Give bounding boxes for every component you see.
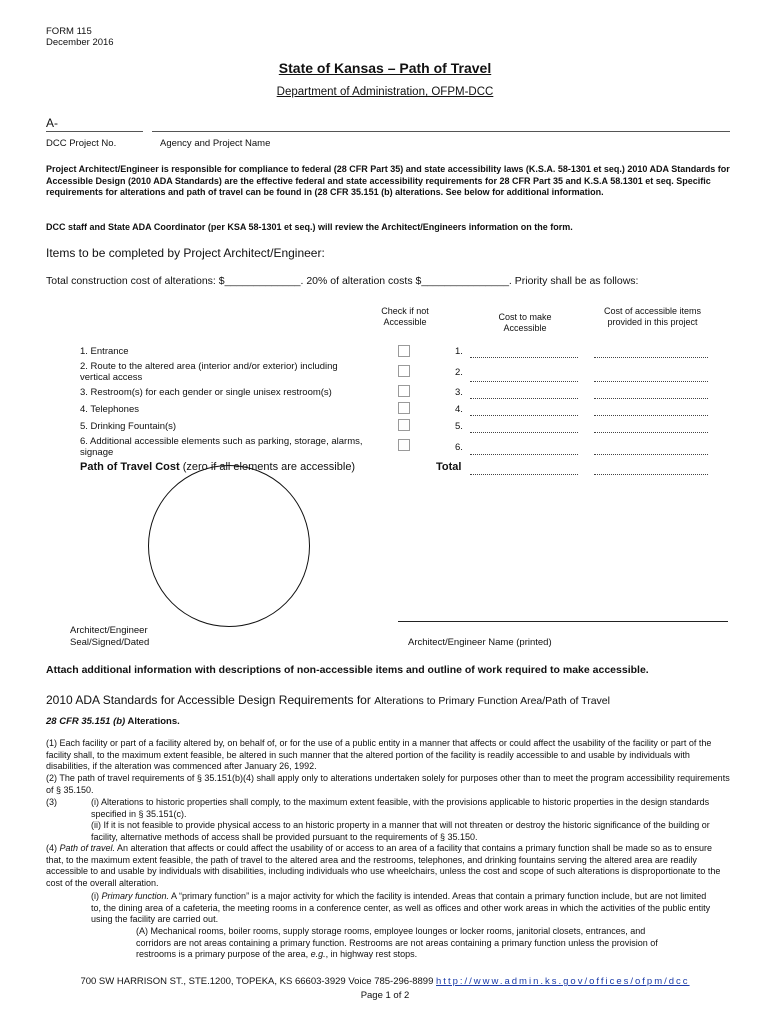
checkbox-restrooms[interactable] <box>398 385 410 397</box>
agency-line <box>152 131 730 132</box>
provided-field-entrance[interactable] <box>594 357 708 358</box>
provided-field-route[interactable] <box>594 381 708 382</box>
checkbox-route[interactable] <box>398 365 410 377</box>
total-label: Total <box>436 461 462 473</box>
item-telephones: 4. Telephones <box>80 404 139 415</box>
seal-label-line2: Seal/Signed/Dated <box>70 637 150 648</box>
p4-A-pre: (A) Mechanical rooms, boiler rooms, supply storage rooms, employee lounges or locker rooms, janitorial closets, entrances, and corridors are not areas containing a primary function. Restrooms are not areas containing a primary function unless the provision of restrooms is a primary purpose of the area, <box>136 926 658 959</box>
col-cost-header: Cost to make Accessible <box>498 312 552 333</box>
cfr-heading <box>46 716 180 727</box>
seal-circle <box>148 465 310 627</box>
project-no-line <box>46 131 143 132</box>
standards-heading-tail: Alterations to Primary Function Area/Path of Travel <box>374 695 610 707</box>
p4-A-eg: e.g. <box>310 949 326 959</box>
footer-url-link[interactable]: http://www.admin.ks.gov/offices/ofpm/dcc <box>436 976 690 987</box>
page-number: Page 1 of 2 <box>360 990 410 1001</box>
checkbox-entrance[interactable] <box>398 345 410 357</box>
checkbox-additional-elements[interactable] <box>398 439 410 451</box>
checkbox-drinking-fountains[interactable] <box>398 419 410 431</box>
item-number: 5. <box>455 421 463 432</box>
cost-line: Total construction cost of alterations: $_____________. 20% of alteration costs $_______________. Priority shall be as follows: <box>46 275 639 287</box>
checkbox-telephones[interactable] <box>398 402 410 414</box>
architect-name-label: Architect/Engineer Name (printed) <box>408 637 552 648</box>
cfr-italic: 28 CFR 35.151 (b) <box>46 716 126 727</box>
standards-paragraph-4 <box>46 843 730 889</box>
standards-paragraph-1: (1) Each facility or part of a facility altered by, on behalf of, or for the use of a public entity in a manner that affects or could affect the usability of the facility or part of the facility shall, to the maximum extent feasible, be altered in such manner that the altered portion of the facility is readily accessible to and usable by individuals with disabilities, if the alteration was commenced after January 26, 1992. <box>46 738 712 771</box>
cost-field-drinking-fountains[interactable] <box>470 432 578 433</box>
attach-note: Attach additional information with descriptions of non-accessible items and outline of work required to make accessible. <box>46 664 649 676</box>
standards-heading-main: 2010 ADA Standards for Accessible Design Requirements for <box>46 693 375 707</box>
item-restrooms: 3. Restroom(s) for each gender or single unisex restroom(s) <box>80 387 332 398</box>
p4-label: (4) <box>46 843 60 853</box>
p4-i-label: (i) <box>91 891 102 901</box>
standards-heading <box>46 691 610 709</box>
col-provided-header: Cost of accessible items provided in this project <box>603 306 702 327</box>
standards-paragraph-3-label: (3) <box>46 797 57 807</box>
item-number: 1. <box>455 346 463 357</box>
cost-field-entrance[interactable] <box>470 357 578 358</box>
form-date: December 2016 <box>46 37 114 48</box>
p4-i-text: A “primary function” is a major activity for which the facility is intended. Areas that contain a primary function include, but are not limited to, the dining area of a cafeteria, the meeting rooms in a conference center, as well as offices and other work areas in which the activities of the public entity using the facility are carried out. <box>91 891 711 924</box>
footer-address <box>0 976 770 987</box>
total-provided-field[interactable] <box>594 474 708 475</box>
intro-paragraph: Project Architect/Engineer is responsible for compliance to federal (28 CFR Part 35) and state accessibility laws (K.S.A. 58-1301 et seq.) 2010 ADA Standards for Accessible Design (2010 ADA Standards) are the effective federal and state accessibility requirements for 28 CFR Part 35 and K.S.A 58.1301 et seq. Specific requirements for alterations and path of travel can be found in (28 CFR 35.151 (b) alterations. See below for additional information. <box>46 164 730 197</box>
p4-text: An alteration that affects or could affect the usability of or access to an area of a facility that contains a primary function shall be made so as to ensure that, to the maximum extent feasible, the path of travel to the altered area and the restrooms, telephones, and drinking fountains serving the altered area are readily accessible to and usable by individuals with disabilities, including individuals who use wheelchairs, unless the cost and scope of such alterations is disproportionate to the cost of the overall alteration. <box>46 843 721 888</box>
review-note: DCC staff and State ADA Coordinator (per KSA 58-1301 et seq.) will review the Architect/Engineers information on the form. <box>46 222 573 232</box>
provided-field-restrooms[interactable] <box>594 398 708 399</box>
standards-paragraph-4-A <box>136 926 676 961</box>
item-route: 2. Route to the altered area (interior and/or exterior) including vertical access <box>80 361 338 383</box>
cost-field-restrooms[interactable] <box>470 398 578 399</box>
cost-field-additional-elements[interactable] <box>470 454 578 455</box>
standards-paragraph-3-ii: (ii) If it is not feasible to provide physical access to an historic property in a manner that will not threaten or destroy the historic significance of the building or facility, alternative methods of access shall be provided pursuant to the requirements of § 35.150. <box>91 820 710 842</box>
cfr-tail: Alterations. <box>125 716 180 727</box>
form-number: FORM 115 <box>46 26 92 37</box>
path-cost-bold: Path of Travel Cost <box>80 461 180 473</box>
provided-field-additional-elements[interactable] <box>594 454 708 455</box>
col-check-header: Check if not Accessible <box>381 306 429 327</box>
standards-paragraph-2: (2) The path of travel requirements of § 35.151(b)(4) shall apply only to alterations undertaken solely for purposes other than to meet the program accessibility requirements of § 35.150. <box>46 773 730 795</box>
footer-address-text: 700 SW HARRISON ST., STE.1200, TOPEKA, KS 66603-3929 Voice 785-296-8899 <box>80 976 437 987</box>
item-number: 2. <box>455 367 463 378</box>
project-no-label: DCC Project No. <box>46 138 117 149</box>
items-heading: Items to be completed by Project Architect/Engineer: <box>46 246 325 260</box>
agency-label: Agency and Project Name <box>160 138 271 149</box>
total-cost-field[interactable] <box>470 474 578 475</box>
item-number: 3. <box>455 387 463 398</box>
p4-A-post: , in highway rest stops. <box>325 949 418 959</box>
item-entrance: 1. Entrance <box>80 346 129 357</box>
provided-field-drinking-fountains[interactable] <box>594 432 708 433</box>
project-prefix: A- <box>46 116 58 130</box>
page-title: State of Kansas – Path of Travel <box>278 60 492 76</box>
standards-paragraph-3-i: (i) Alterations to historic properties shall comply, to the maximum extent feasible, with the provisions applicable to historic properties in the design standards specified in § 35.151(c). <box>91 797 710 819</box>
cost-field-route[interactable] <box>470 381 578 382</box>
department-name: Department of Administration, OFPM-DCC <box>276 86 494 98</box>
p4-i-italic: Primary function. <box>101 891 170 901</box>
provided-field-telephones[interactable] <box>594 415 708 416</box>
item-additional-elements: 6. Additional accessible elements such as parking, storage, alarms, signage <box>80 436 363 458</box>
item-drinking-fountains: 5. Drinking Fountain(s) <box>80 421 177 432</box>
standards-paragraph-4-i <box>91 891 711 926</box>
item-number: 6. <box>455 442 463 453</box>
cost-field-telephones[interactable] <box>470 415 578 416</box>
item-number: 4. <box>455 404 463 415</box>
seal-label-line1: Architect/Engineer <box>70 625 148 636</box>
path-cost-note: (zero if all elements are accessible) <box>179 461 356 473</box>
architect-name-line[interactable] <box>398 621 728 622</box>
p4-italic: Path of travel. <box>59 843 116 853</box>
